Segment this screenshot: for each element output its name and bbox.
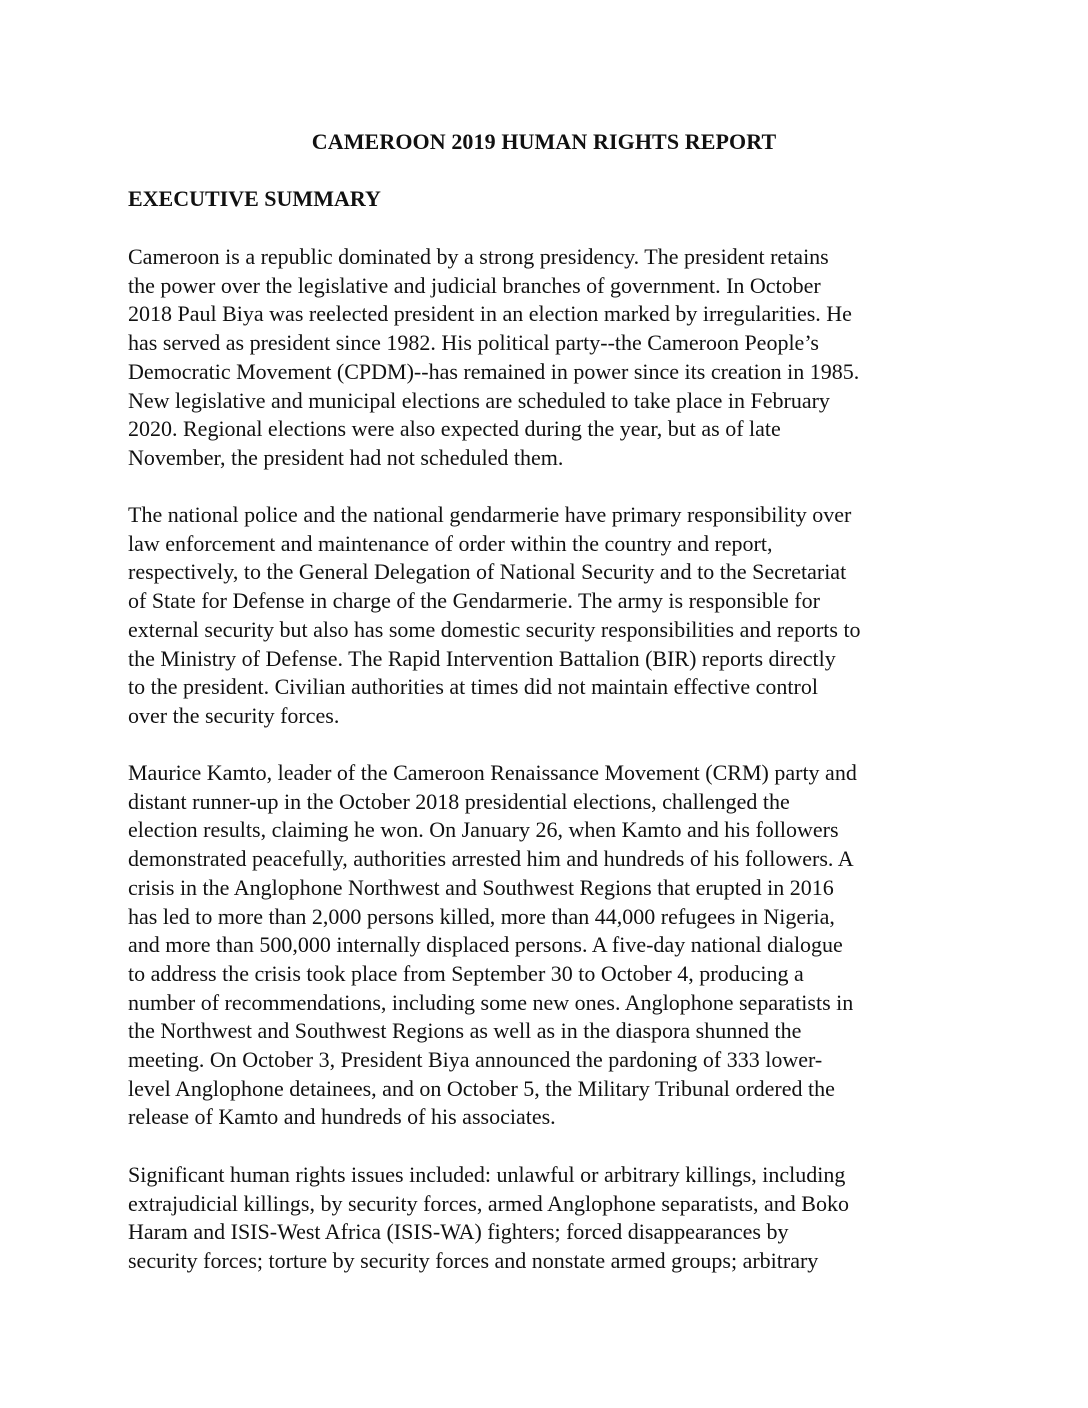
text-line: to address the crisis took place from September 30 to October 4, producing a xyxy=(128,960,804,986)
text-line: level Anglophone detainees, and on October 5, the Military Tribunal ordered the xyxy=(128,1075,835,1101)
text-line: over the security forces. xyxy=(128,702,340,728)
text-line: has led to more than 2,000 persons killed, more than 44,000 refugees in Nigeria, xyxy=(128,903,835,929)
text-line: November, the president had not scheduled them. xyxy=(128,444,564,470)
text-line: number of recommendations, including some new ones. Anglophone separatists in xyxy=(128,989,854,1015)
text-line: 2018 Paul Biya was reelected president in an election marked by irregularities. He xyxy=(128,301,852,327)
text-line: and more than 500,000 internally displaced persons. A five-day national dialogue xyxy=(128,932,843,958)
text-line: has served as president since 1982. His political party--the Cameroon People’s xyxy=(128,330,819,356)
paragraph-political-crisis xyxy=(128,759,988,1132)
text-line: extrajudicial killings, by security forces, armed Anglophone separatists, and Boko xyxy=(128,1190,849,1216)
text-line: to the president. Civilian authorities at times did not maintain effective control xyxy=(128,674,818,700)
text-line: Democratic Movement (CPDM)--has remained in power since its creation in 1985. xyxy=(128,358,860,384)
report-title: CAMEROON 2019 HUMAN RIGHTS REPORT xyxy=(311,129,777,154)
text-line: Haram and ISIS-West Africa (ISIS-WA) fighters; forced disappearances by xyxy=(128,1219,789,1245)
text-line: of State for Defense in charge of the Gendarmerie. The army is responsible for xyxy=(128,588,820,614)
text-line: the power over the legislative and judicial branches of government. In October xyxy=(128,272,821,298)
paragraph-human-rights-issues xyxy=(128,1161,988,1276)
text-line: external security but also has some domestic security responsibilities and reports to xyxy=(128,616,861,642)
paragraph-security-forces xyxy=(128,501,988,731)
text-line: The national police and the national gendarmerie have primary responsibility over xyxy=(128,502,852,527)
text-line: respectively, to the General Delegation of National Security and to the Secretariat xyxy=(128,559,847,585)
text-line: Maurice Kamto, leader of the Cameroon Renaissance Movement (CRM) party and xyxy=(128,760,857,785)
text-line: meeting. On October 3, President Biya announced the pardoning of 333 lower- xyxy=(128,1047,823,1073)
text-line: New legislative and municipal elections are scheduled to take place in February xyxy=(128,387,830,413)
section-heading-executive-summary: EXECUTIVE SUMMARY xyxy=(128,186,381,211)
text-line: demonstrated peacefully, authorities arrested him and hundreds of his followers. A xyxy=(128,846,854,872)
text-line: Significant human rights issues included: unlawful or arbitrary killings, including xyxy=(128,1162,846,1187)
text-line: distant runner-up in the October 2018 presidential elections, challenged the xyxy=(128,788,790,814)
text-line: election results, claiming he won. On January 26, when Kamto and his followers xyxy=(128,817,839,843)
text-line: law enforcement and maintenance of order within the country and report, xyxy=(128,530,773,556)
text-line: the Northwest and Southwest Regions as well as in the diaspora shunned the xyxy=(128,1018,802,1044)
text-line: crisis in the Anglophone Northwest and Southwest Regions that erupted in 2016 xyxy=(128,874,834,900)
paragraph-government-overview xyxy=(128,243,988,473)
text-line: release of Kamto and hundreds of his associates. xyxy=(128,1104,556,1130)
text-line: 2020. Regional elections were also expected during the year, but as of late xyxy=(128,416,781,442)
text-line: Cameroon is a republic dominated by a strong presidency. The president retains xyxy=(128,244,829,269)
text-line: the Ministry of Defense. The Rapid Intervention Battalion (BIR) reports directly xyxy=(128,645,836,671)
text-line: security forces; torture by security forces and nonstate armed groups; arbitrary xyxy=(128,1248,819,1274)
